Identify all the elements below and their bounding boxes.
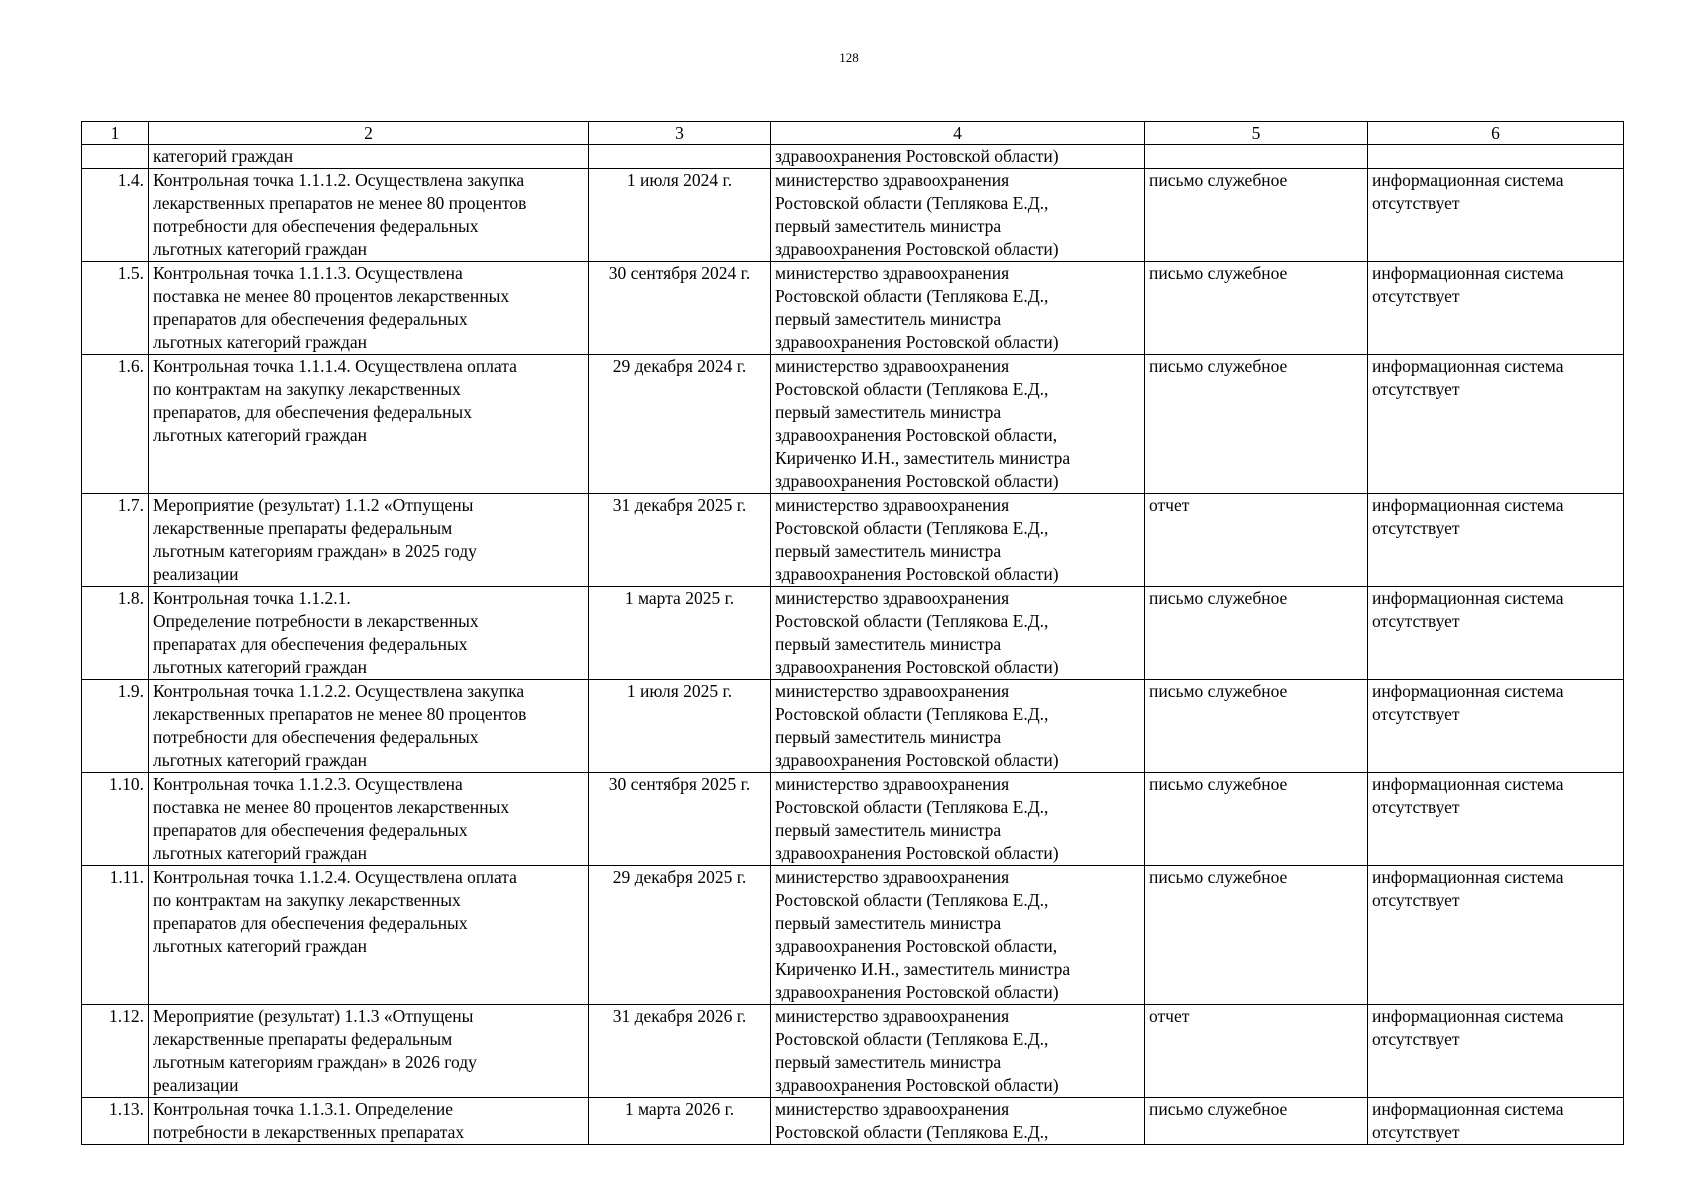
row-information-system-line: информационная система [1372,681,1564,701]
row-description [149,494,589,587]
row-information-system-line: отсутствует [1372,193,1460,213]
row-description-line: по контрактам на закупку лекарственных [153,890,461,910]
table-row [82,494,1624,587]
row-responsible-line: Кириченко И.Н., заместитель министра [775,959,1071,979]
row-description-line: Контрольная точка 1.1.1.3. Осуществлена [153,263,463,283]
row-description-line: Контрольная точка 1.1.2.3. Осуществлена [153,774,463,794]
row-responsible-line: первый заместитель министра [775,216,1002,236]
row-information-system-line: отсутствует [1372,286,1460,306]
row-description-line: категорий граждан [153,146,294,166]
row-description-line: поставка не менее 80 процентов лекарственных [153,797,510,817]
column-header-6: 6 [1368,122,1624,145]
row-number: 1.5. [82,262,149,355]
row-responsible-line: министерство здравоохранения [775,495,1010,515]
row-description-line: Мероприятие (результат) 1.1.3 «Отпущены [153,1006,474,1026]
row-information-system-line: информационная система [1372,495,1564,515]
row-description-line: льготных категорий граждан [153,425,368,445]
table-row [82,169,1624,262]
row-description [149,145,589,169]
table-row [82,866,1624,1005]
row-responsible [771,587,1145,680]
page-number: 128 [839,50,859,65]
row-information-system [1368,680,1624,773]
row-responsible [771,1005,1145,1098]
row-description-line: Контрольная точка 1.1.2.2. Осуществлена закупка [153,681,525,701]
row-information-system-line: информационная система [1372,356,1564,376]
row-deadline: 1 марта 2025 г. [589,587,771,680]
row-description-line: Контрольная точка 1.1.2.1. [153,588,351,608]
row-description [149,1098,589,1145]
row-information-system [1368,262,1624,355]
row-responsible-line: здравоохранения Ростовской области) [775,750,1059,770]
row-description [149,773,589,866]
row-information-system-line: информационная система [1372,1099,1564,1119]
row-deadline: 31 декабря 2025 г. [589,494,771,587]
row-description-line: Контрольная точка 1.1.2.4. Осуществлена оплата [153,867,517,887]
row-description [149,866,589,1005]
row-information-system-line: информационная система [1372,774,1564,794]
row-responsible-line: первый заместитель министра [775,634,1002,654]
row-deadline: 29 декабря 2024 г. [589,355,771,494]
row-description-line: льготных категорий граждан [153,750,368,770]
row-deadline: 30 сентября 2024 г. [589,262,771,355]
row-responsible [771,773,1145,866]
row-description-line: Контрольная точка 1.1.3.1. Определение [153,1099,454,1119]
row-number: 1.10. [82,773,149,866]
row-deadline: 29 декабря 2025 г. [589,866,771,1005]
row-number: 1.13. [82,1098,149,1145]
row-responsible-line: Ростовской области (Теплякова Е.Д., [775,1122,1049,1142]
row-responsible-line: здравоохранения Ростовской области) [775,146,1059,166]
row-document-type: письмо служебное [1145,587,1368,680]
row-document-type: письмо служебное [1145,773,1368,866]
table-row [82,355,1624,494]
row-responsible-line: министерство здравоохранения [775,1099,1010,1119]
row-responsible-line: Ростовской области (Теплякова Е.Д., [775,797,1049,817]
row-responsible-line: министерство здравоохранения [775,774,1010,794]
row-information-system-line: отсутствует [1372,611,1460,631]
row-description-line: льготных категорий граждан [153,239,368,259]
row-document-type [1145,145,1368,169]
row-description-line: препаратов для обеспечения федеральных [153,913,468,933]
row-responsible-line: здравоохранения Ростовской области) [775,332,1059,352]
row-description-line: лекарственных препаратов не менее 80 процентов [153,193,527,213]
table-body [82,145,1624,1145]
row-description-line: препаратов для обеспечения федеральных [153,820,468,840]
row-description [149,1005,589,1098]
row-responsible-line: министерство здравоохранения [775,170,1010,190]
row-responsible-line: здравоохранения Ростовской области) [775,657,1059,677]
row-document-type: письмо служебное [1145,1098,1368,1145]
table-row [82,145,1624,169]
column-header-1: 1 [82,122,149,145]
row-responsible [771,262,1145,355]
row-information-system-line: информационная система [1372,867,1564,887]
row-responsible [771,169,1145,262]
row-document-type: письмо служебное [1145,866,1368,1005]
row-deadline: 1 июля 2025 г. [589,680,771,773]
row-responsible-line: министерство здравоохранения [775,356,1010,376]
row-description-line: препаратов для обеспечения федеральных [153,309,468,329]
row-description-line: препаратов, для обеспечения федеральных [153,402,472,422]
column-number-row [82,122,1624,145]
row-responsible-line: первый заместитель министра [775,309,1002,329]
row-responsible [771,1098,1145,1145]
row-number: 1.7. [82,494,149,587]
row-document-type: отчет [1145,1005,1368,1098]
row-responsible-line: первый заместитель министра [775,913,1002,933]
row-number: 1.4. [82,169,149,262]
row-description [149,355,589,494]
row-responsible-line: первый заместитель министра [775,541,1002,561]
row-responsible-line: Ростовской области (Теплякова Е.Д., [775,193,1049,213]
row-responsible-line: Ростовской области (Теплякова Е.Д., [775,704,1049,724]
row-description-line: лекарственных препаратов не менее 80 процентов [153,704,527,724]
row-information-system-line: отсутствует [1372,1029,1460,1049]
row-document-type: письмо служебное [1145,262,1368,355]
row-number: 1.12. [82,1005,149,1098]
row-information-system-line: отсутствует [1372,890,1460,910]
row-information-system-line: информационная система [1372,170,1564,190]
row-information-system-line: информационная система [1372,263,1564,283]
row-responsible-line: Ростовской области (Теплякова Е.Д., [775,611,1049,631]
row-description [149,680,589,773]
row-deadline: 1 марта 2026 г. [589,1098,771,1145]
row-number: 1.6. [82,355,149,494]
row-information-system-line: отсутствует [1372,518,1460,538]
row-number [82,145,149,169]
row-responsible-line: здравоохранения Ростовской области, [775,425,1058,445]
row-information-system [1368,355,1624,494]
row-responsible-line: здравоохранения Ростовской области) [775,1075,1059,1095]
column-header-2: 2 [149,122,589,145]
row-information-system [1368,587,1624,680]
row-document-type: письмо служебное [1145,680,1368,773]
row-deadline: 30 сентября 2025 г. [589,773,771,866]
table-row [82,1098,1624,1145]
row-responsible [771,866,1145,1005]
table-row [82,680,1624,773]
row-information-system [1368,866,1624,1005]
row-responsible-line: здравоохранения Ростовской области, [775,936,1058,956]
column-header-4: 4 [771,122,1145,145]
row-information-system [1368,145,1624,169]
row-description-line: Мероприятие (результат) 1.1.2 «Отпущены [153,495,474,515]
row-number: 1.8. [82,587,149,680]
row-description-line: Определение потребности в лекарственных [153,611,479,631]
row-responsible-line: здравоохранения Ростовской области) [775,471,1059,491]
row-responsible-line: первый заместитель министра [775,727,1002,747]
row-description-line: потребности для обеспечения федеральных [153,216,479,236]
table-row [82,587,1624,680]
row-number: 1.11. [82,866,149,1005]
row-information-system [1368,773,1624,866]
row-responsible-line: первый заместитель министра [775,402,1002,422]
row-responsible [771,680,1145,773]
row-description-line: реализации [153,1075,239,1095]
row-responsible-line: здравоохранения Ростовской области) [775,564,1059,584]
row-document-type: письмо служебное [1145,169,1368,262]
table-row [82,1005,1624,1098]
row-description-line: поставка не менее 80 процентов лекарственных [153,286,510,306]
row-information-system [1368,1005,1624,1098]
row-deadline [589,145,771,169]
table-row [82,773,1624,866]
row-responsible-line: министерство здравоохранения [775,1006,1010,1026]
row-responsible-line: министерство здравоохранения [775,867,1010,887]
row-number: 1.9. [82,680,149,773]
row-description-line: льготных категорий граждан [153,843,368,863]
row-deadline: 1 июля 2024 г. [589,169,771,262]
row-description-line: льготных категорий граждан [153,332,368,352]
row-responsible-line: Ростовской области (Теплякова Е.Д., [775,1029,1049,1049]
row-information-system-line: отсутствует [1372,379,1460,399]
row-responsible-line: здравоохранения Ростовской области) [775,843,1059,863]
row-responsible-line: первый заместитель министра [775,1052,1002,1072]
row-description [149,587,589,680]
row-responsible-line: Ростовской области (Теплякова Е.Д., [775,286,1049,306]
row-responsible-line: министерство здравоохранения [775,681,1010,701]
row-description-line: льготным категориям граждан» в 2025 году [153,541,477,561]
row-responsible [771,355,1145,494]
row-description-line: лекарственные препараты федеральным [153,518,453,538]
row-information-system [1368,494,1624,587]
row-information-system-line: отсутствует [1372,1122,1460,1142]
row-information-system-line: отсутствует [1372,797,1460,817]
row-description-line: препаратах для обеспечения федеральных [153,634,468,654]
measures-table [81,121,1624,1145]
row-information-system [1368,1098,1624,1145]
row-description-line: по контрактам на закупку лекарственных [153,379,461,399]
table-row [82,262,1624,355]
row-responsible-line: министерство здравоохранения [775,588,1010,608]
row-description-line: льготных категорий граждан [153,936,368,956]
row-description-line: лекарственные препараты федеральным [153,1029,453,1049]
row-information-system-line: информационная система [1372,1006,1564,1026]
row-information-system [1368,169,1624,262]
column-header-3: 3 [589,122,771,145]
row-responsible-line: здравоохранения Ростовской области) [775,982,1059,1002]
row-responsible-line: Кириченко И.Н., заместитель министра [775,448,1071,468]
row-responsible-line: Ростовской области (Теплякова Е.Д., [775,890,1049,910]
row-description-line: Контрольная точка 1.1.1.4. Осуществлена оплата [153,356,517,376]
row-responsible-line: министерство здравоохранения [775,263,1010,283]
row-description-line: потребности в лекарственных препаратах [153,1122,465,1142]
row-responsible [771,494,1145,587]
row-information-system-line: отсутствует [1372,704,1460,724]
row-responsible-line: Ростовской области (Теплякова Е.Д., [775,379,1049,399]
row-description-line: Контрольная точка 1.1.1.2. Осуществлена закупка [153,170,525,190]
row-responsible-line: Ростовской области (Теплякова Е.Д., [775,518,1049,538]
row-description-line: реализации [153,564,239,584]
row-description-line: льготных категорий граждан [153,657,368,677]
row-description-line: потребности для обеспечения федеральных [153,727,479,747]
row-description [149,169,589,262]
row-responsible-line: здравоохранения Ростовской области) [775,239,1059,259]
column-header-5: 5 [1145,122,1368,145]
row-description [149,262,589,355]
row-responsible [771,145,1145,169]
row-responsible-line: первый заместитель министра [775,820,1002,840]
row-document-type: отчет [1145,494,1368,587]
row-document-type: письмо служебное [1145,355,1368,494]
row-deadline: 31 декабря 2026 г. [589,1005,771,1098]
row-information-system-line: информационная система [1372,588,1564,608]
row-description-line: льготным категориям граждан» в 2026 году [153,1052,477,1072]
